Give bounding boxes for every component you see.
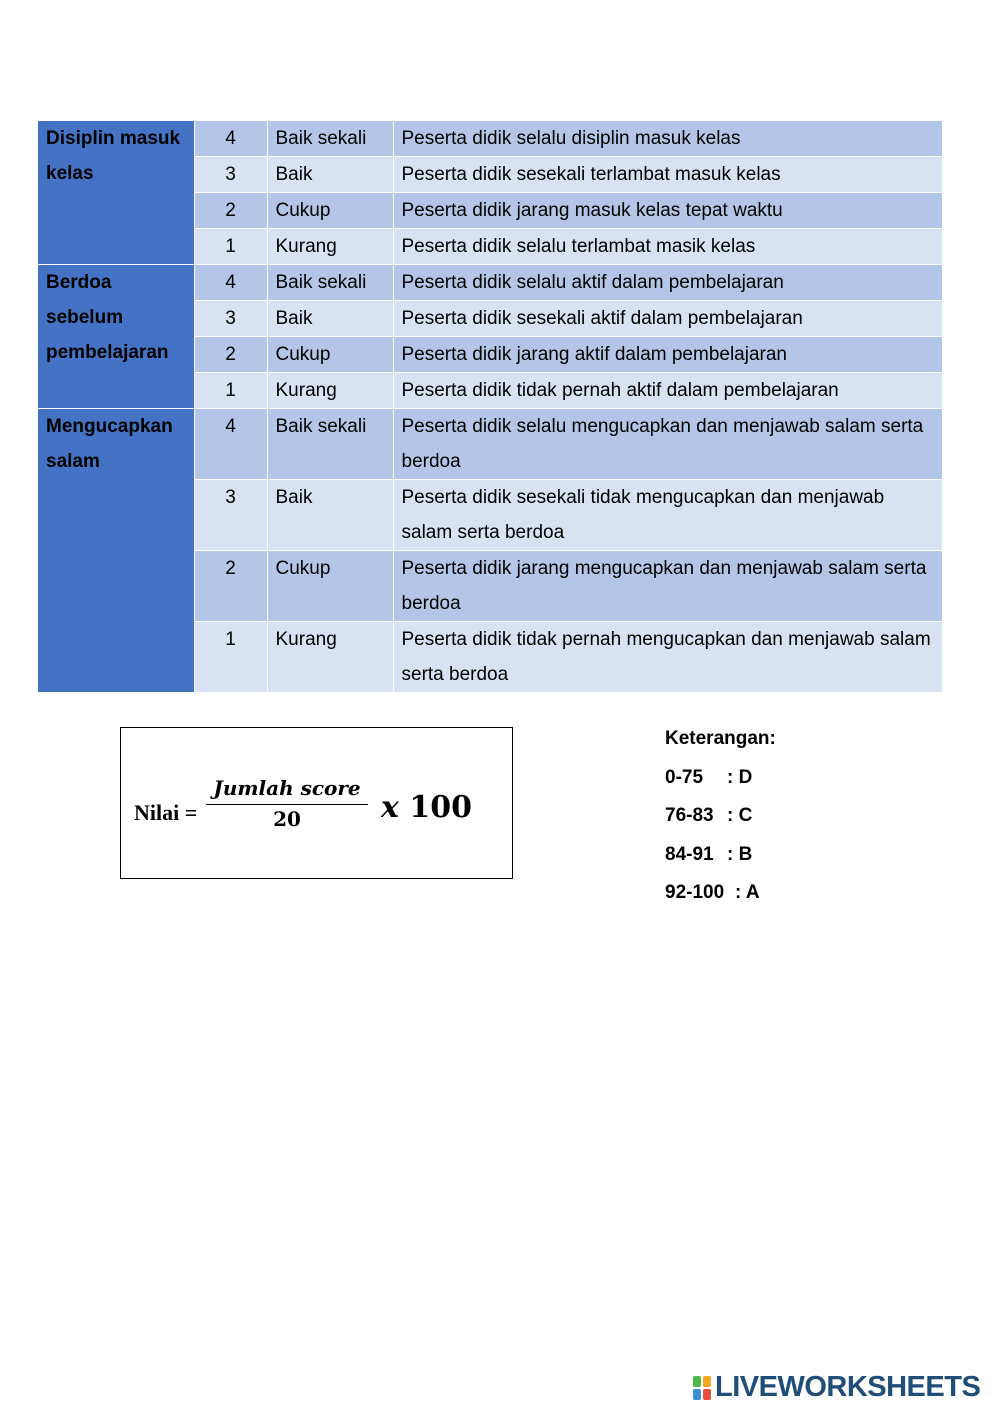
grade-range: 84-91 <box>665 843 714 865</box>
score-cell: 3 <box>194 480 267 551</box>
score-cell: 1 <box>194 373 267 409</box>
table-row <box>38 409 942 480</box>
level-cell: Baik <box>267 301 393 337</box>
level-cell: Kurang <box>267 229 393 265</box>
grade-letter: : D <box>727 766 753 788</box>
grade-legend-item <box>665 879 776 918</box>
liveworksheets-logo-text: LIVEWORKSHEETS <box>715 1371 981 1403</box>
level-cell: Cukup <box>267 337 393 373</box>
logo-square-icon <box>703 1389 711 1400</box>
score-cell: 4 <box>194 409 267 480</box>
rubric-body <box>38 121 942 693</box>
score-cell: 3 <box>194 157 267 193</box>
table-row <box>38 121 942 157</box>
level-cell: Baik sekali <box>267 409 393 480</box>
formula-label: Nilai = <box>134 800 198 825</box>
grade-letter: : C <box>727 805 753 826</box>
description-cell: Peserta didik selalu disiplin masuk kelas <box>393 121 942 157</box>
level-cell: Baik <box>267 157 393 193</box>
score-cell: 2 <box>194 193 267 229</box>
level-cell: Kurang <box>267 373 393 409</box>
level-cell: Cukup <box>267 551 393 622</box>
description-cell: Peserta didik jarang aktif dalam pembelajaran <box>393 337 942 373</box>
grade-legend-item <box>665 841 776 880</box>
description-cell: Peserta didik jarang mengucapkan dan menjawab salam serta berdoa <box>393 551 942 622</box>
formula-multiplier-value: 100 <box>409 790 472 825</box>
liveworksheets-logo[interactable] <box>692 1371 980 1404</box>
criterion-cell: Berdoa sebelum pembelajaran <box>38 265 194 409</box>
level-cell: Kurang <box>267 622 393 693</box>
description-cell: Peserta didik selalu aktif dalam pembelajaran <box>393 265 942 301</box>
level-cell: Cukup <box>267 193 393 229</box>
liveworksheets-logo-icon <box>692 1375 712 1401</box>
description-cell: Peserta didik tidak pernah aktif dalam pembelajaran <box>393 373 942 409</box>
score-cell: 1 <box>194 229 267 265</box>
grade-range: 76-83 <box>665 805 714 826</box>
grade-legend-item <box>665 764 776 803</box>
description-cell: Peserta didik sesekali tidak mengucapkan dan menjawab salam serta berdoa <box>393 480 942 551</box>
grade-legend <box>665 725 776 918</box>
level-cell: Baik sekali <box>267 265 393 301</box>
formula-multiplier <box>381 790 472 825</box>
formula-numerator: Jumlah score <box>206 776 368 805</box>
score-cell: 3 <box>194 301 267 337</box>
logo-square-icon <box>693 1376 701 1387</box>
grade-range: 92-100 <box>665 882 725 903</box>
description-cell: Peserta didik sesekali terlambat masuk kelas <box>393 157 942 193</box>
grade-range: 0-75 <box>665 766 704 788</box>
formula-box <box>120 727 513 879</box>
score-cell: 2 <box>194 337 267 373</box>
description-cell: Peserta didik selalu terlambat masik kelas <box>393 229 942 265</box>
logo-square-icon <box>703 1376 711 1387</box>
description-cell: Peserta didik jarang masuk kelas tepat waktu <box>393 193 942 229</box>
formula-denominator: 20 <box>273 807 301 831</box>
score-cell: 1 <box>194 622 267 693</box>
table-row <box>38 265 942 301</box>
grade-legend-title: Keterangan: <box>665 728 776 749</box>
description-cell: Peserta didik selalu mengucapkan dan menjawab salam serta berdoa <box>393 409 942 480</box>
rubric-table <box>38 121 943 693</box>
level-cell: Baik sekali <box>267 121 393 157</box>
criterion-cell: Mengucapkan salam <box>38 409 194 693</box>
description-cell: Peserta didik sesekali aktif dalam pembelajaran <box>393 301 942 337</box>
formula-fraction <box>206 776 368 831</box>
criterion-cell: Disiplin masuk kelas <box>38 121 194 265</box>
formula-times-symbol: x <box>381 790 399 825</box>
grade-letter: : B <box>727 843 753 865</box>
grade-letter: : A <box>735 882 760 903</box>
description-cell: Peserta didik tidak pernah mengucapkan dan menjawab salam serta berdoa <box>393 622 942 693</box>
logo-square-icon <box>693 1389 701 1400</box>
level-cell: Baik <box>267 480 393 551</box>
score-cell: 4 <box>194 121 267 157</box>
score-cell: 4 <box>194 265 267 301</box>
grade-legend-item <box>665 802 776 841</box>
score-cell: 2 <box>194 551 267 622</box>
